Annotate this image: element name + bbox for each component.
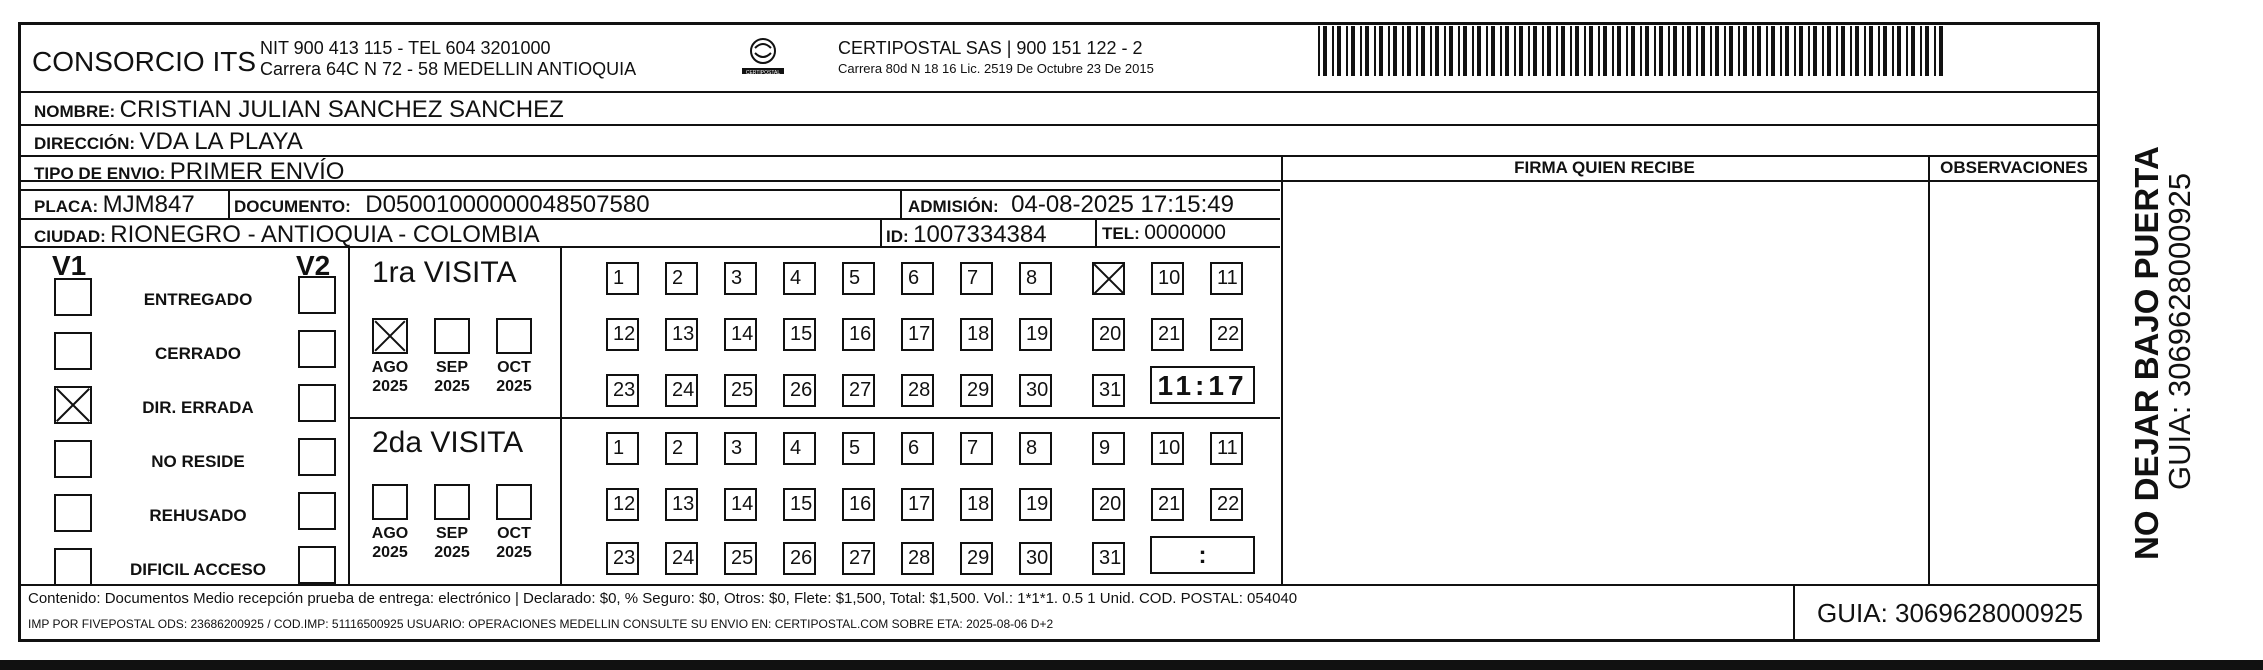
logo-caption: CERTIPOSTAL bbox=[745, 70, 781, 76]
barcode-bar bbox=[1547, 26, 1551, 76]
document-row bbox=[234, 191, 650, 219]
barcode-bar bbox=[1575, 26, 1579, 76]
barcode-bar bbox=[1813, 26, 1817, 76]
second-visit-day-14[interactable]: 14 bbox=[724, 488, 757, 521]
address-row bbox=[34, 128, 303, 156]
month-label bbox=[486, 358, 542, 396]
city-row bbox=[34, 221, 540, 249]
barcode-bar bbox=[1542, 26, 1544, 76]
second-visit-day-27[interactable]: 27 bbox=[842, 542, 875, 575]
barcode-bar bbox=[1500, 26, 1502, 76]
month-name: AGO bbox=[371, 525, 409, 542]
barcode-bar bbox=[1771, 26, 1775, 76]
plate-label: PLACA: bbox=[34, 197, 99, 216]
barcode-bar bbox=[1827, 26, 1831, 76]
first-visit-time-value: 11:17 bbox=[1157, 370, 1248, 401]
second-visit-day-23[interactable]: 23 bbox=[606, 542, 639, 575]
barcode-bar bbox=[1785, 26, 1789, 76]
first-visit-day-14[interactable]: 14 bbox=[724, 318, 757, 351]
second-visit-day-4[interactable]: 4 bbox=[783, 432, 816, 465]
first-visit-day-24[interactable]: 24 bbox=[665, 374, 698, 407]
first-visit-day-30[interactable]: 30 bbox=[1019, 374, 1052, 407]
barcode-bar bbox=[1477, 26, 1481, 76]
footer-guia-number: GUIA: 3069628000925 bbox=[1817, 598, 2083, 628]
second-visit-day-13[interactable]: 13 bbox=[665, 488, 698, 521]
second-visit-day-26[interactable]: 26 bbox=[783, 542, 816, 575]
barcode-bar bbox=[1892, 26, 1894, 76]
second-visit-day-6[interactable]: 6 bbox=[901, 432, 934, 465]
v2-checkbox-rehusado[interactable] bbox=[298, 492, 336, 530]
barcode-bar bbox=[1855, 26, 1859, 76]
month-name: SEP bbox=[435, 359, 468, 376]
document-value: D05001000000048507580 bbox=[365, 191, 650, 218]
barcode-bar bbox=[1416, 26, 1418, 76]
divider bbox=[18, 124, 2100, 126]
company-nit: NIT 900 413 115 - TEL 604 3201000 bbox=[260, 38, 551, 58]
month-year: 2025 bbox=[434, 378, 470, 395]
barcode-bar bbox=[1514, 26, 1516, 76]
barcode-bar bbox=[1561, 26, 1565, 76]
barcode-bar bbox=[1589, 26, 1593, 76]
first-visit-day-27[interactable]: 27 bbox=[842, 374, 875, 407]
second-visit-day-25[interactable]: 25 bbox=[724, 542, 757, 575]
month-year: 2025 bbox=[434, 544, 470, 561]
second-visit-time[interactable] bbox=[1150, 536, 1255, 574]
shipment-type-row bbox=[34, 158, 344, 186]
admission-row bbox=[908, 191, 1234, 219]
barcode-bar bbox=[1379, 26, 1383, 76]
v1-header: V1 bbox=[52, 250, 87, 281]
tel-label: TEL: bbox=[1102, 224, 1140, 243]
barcode-bar bbox=[1318, 26, 1320, 76]
first-visit-day-3[interactable]: 3 bbox=[724, 262, 757, 295]
second-visit-day-22[interactable]: 22 bbox=[1210, 488, 1243, 521]
barcode-bar bbox=[1458, 26, 1460, 76]
first-visit-month-oct[interactable] bbox=[496, 318, 532, 354]
barcode-bar bbox=[1729, 26, 1733, 76]
second-visit-day-28[interactable]: 28 bbox=[901, 542, 934, 575]
barcode-bar bbox=[1444, 26, 1446, 76]
id-row bbox=[886, 221, 1047, 249]
barcode-bar bbox=[1799, 26, 1803, 76]
barcode-bar bbox=[1869, 26, 1873, 76]
barcode-bar bbox=[1738, 26, 1740, 76]
second-visit-day-29[interactable]: 29 bbox=[960, 542, 993, 575]
divider bbox=[18, 155, 2100, 157]
first-visit-day-26[interactable]: 26 bbox=[783, 374, 816, 407]
address-value: VDA LA PLAYA bbox=[139, 128, 303, 155]
barcode-bar bbox=[1841, 26, 1845, 76]
barcode-bar bbox=[1435, 26, 1439, 76]
barcode-bar bbox=[1519, 26, 1523, 76]
barcode-bar bbox=[1505, 26, 1509, 76]
barcode-bar bbox=[1710, 26, 1712, 76]
second-visit-day-20[interactable]: 20 bbox=[1092, 488, 1125, 521]
barcode-bar bbox=[1682, 26, 1684, 76]
first-visit-day-8[interactable]: 8 bbox=[1019, 262, 1052, 295]
city-value: RIONEGRO - ANTIOQUIA - COLOMBIA bbox=[110, 221, 540, 248]
first-visit-month-sep[interactable] bbox=[434, 318, 470, 354]
month-name: OCT bbox=[497, 359, 531, 376]
v2-header: V2 bbox=[296, 250, 331, 281]
v2-checkbox-no-reside[interactable] bbox=[298, 438, 336, 476]
barcode-bar bbox=[1752, 26, 1754, 76]
first-visit-day-11[interactable]: 11 bbox=[1210, 262, 1243, 295]
v1-checkbox-rehusado[interactable] bbox=[54, 494, 92, 532]
divider bbox=[18, 91, 2100, 93]
second-visit-day-30[interactable]: 30 bbox=[1019, 542, 1052, 575]
barcode-bar bbox=[1696, 26, 1698, 76]
second-visit-time-value: : bbox=[1198, 542, 1207, 569]
barcode-bar bbox=[1463, 26, 1467, 76]
second-visit-day-10[interactable]: 10 bbox=[1151, 432, 1184, 465]
barcode-bar bbox=[1701, 26, 1705, 76]
divider bbox=[880, 218, 882, 246]
first-visit-day-6[interactable]: 6 bbox=[901, 262, 934, 295]
recipient-name: CRISTIAN JULIAN SANCHEZ SANCHEZ bbox=[119, 96, 564, 123]
month-name: AGO bbox=[371, 359, 409, 376]
barcode-bar bbox=[1332, 26, 1334, 76]
barcode-bar bbox=[1533, 26, 1537, 76]
divider bbox=[1928, 155, 1930, 584]
shipment-type-value: PRIMER ENVÍO bbox=[169, 158, 345, 185]
barcode-bar bbox=[1421, 26, 1425, 76]
barcode-bar bbox=[1430, 26, 1432, 76]
barcode-bar bbox=[1570, 26, 1572, 76]
barcode-bar bbox=[1402, 26, 1404, 76]
first-visit-day-1[interactable]: 1 bbox=[606, 262, 639, 295]
first-visit-day-7[interactable]: 7 bbox=[960, 262, 993, 295]
status-label: ENTREGADO bbox=[143, 290, 253, 309]
divider bbox=[1095, 218, 1097, 246]
second-visit-day-8[interactable]: 8 bbox=[1019, 432, 1052, 465]
v2-checkbox-dir-errada[interactable] bbox=[298, 384, 336, 422]
admission-label: ADMISIÓN: bbox=[908, 197, 999, 216]
barcode-bar bbox=[1449, 26, 1453, 76]
carrier-logo bbox=[738, 36, 788, 82]
barcode-bar bbox=[1911, 26, 1915, 76]
barcode-bar bbox=[1864, 26, 1866, 76]
month-name: OCT bbox=[497, 525, 531, 542]
second-visit-day-11[interactable]: 11 bbox=[1210, 432, 1243, 465]
barcode-bar bbox=[1491, 26, 1495, 76]
divider bbox=[18, 584, 2100, 586]
recipient-name-row bbox=[34, 96, 564, 124]
divider bbox=[348, 246, 350, 584]
first-visit-day-5[interactable]: 5 bbox=[842, 262, 875, 295]
v2-checkbox-cerrado[interactable] bbox=[298, 330, 336, 368]
company-name: CONSORCIO ITS bbox=[32, 46, 257, 77]
barcode-bar bbox=[1724, 26, 1726, 76]
status-label: DIFICIL ACCESO bbox=[129, 560, 266, 579]
carrier-license: Carrera 80d N 18 16 Lic. 2519 De Octubre 23 De 2015 bbox=[838, 61, 1154, 76]
recipient-name-label: NOMBRE: bbox=[34, 102, 116, 121]
first-visit-day-23[interactable]: 23 bbox=[606, 374, 639, 407]
month-name: SEP bbox=[435, 525, 468, 542]
barcode-bar bbox=[1715, 26, 1719, 76]
month-year: 2025 bbox=[496, 544, 532, 561]
divider bbox=[2098, 155, 2100, 584]
signature-header: FIRMA QUIEN RECIBE bbox=[1514, 158, 1695, 177]
plate-value: MJM847 bbox=[102, 191, 195, 218]
barcode-bar bbox=[1808, 26, 1810, 76]
print-info: IMP POR FIVEPOSTAL ODS: 23686200925 / COD.IMP: 51116500925 USUARIO: OPERACIONES MEDELLIN CONSULTE SU ENVIO EN: CERTIPOSTAL.COM SOBRE ETA: 2025-08-06 D+2 bbox=[28, 617, 1054, 631]
second-visit-day-24[interactable]: 24 bbox=[665, 542, 698, 575]
second-visit-day-5[interactable]: 5 bbox=[842, 432, 875, 465]
second-visit-day-16[interactable]: 16 bbox=[842, 488, 875, 521]
barcode-bar bbox=[1337, 26, 1341, 76]
do-not-leave-warning: NO DEJAR BAJO PUERTA bbox=[2128, 146, 2165, 560]
divider bbox=[1793, 584, 1795, 642]
barcode-bar bbox=[1668, 26, 1670, 76]
month-label bbox=[424, 358, 480, 396]
barcode-bar bbox=[1673, 26, 1677, 76]
side-guia-number: GUIA: 3069628000925 bbox=[2162, 172, 2197, 490]
barcode-bar bbox=[1925, 26, 1929, 76]
v1-checkbox-dir-errada[interactable] bbox=[54, 386, 92, 424]
first-visit-day-18[interactable]: 18 bbox=[960, 318, 993, 351]
barcode-bar bbox=[1836, 26, 1838, 76]
barcode-bar bbox=[1906, 26, 1908, 76]
second-visit-month-sep[interactable] bbox=[434, 484, 470, 520]
first-visit-day-31[interactable]: 31 bbox=[1092, 374, 1125, 407]
barcode-bar bbox=[1822, 26, 1824, 76]
month-year: 2025 bbox=[372, 544, 408, 561]
barcode-bar bbox=[1626, 26, 1628, 76]
barcode-bar bbox=[1528, 26, 1530, 76]
barcode-bar bbox=[1780, 26, 1782, 76]
v2-checkbox-dificil-acceso[interactable] bbox=[298, 546, 336, 584]
first-visit-day-25[interactable]: 25 bbox=[724, 374, 757, 407]
v1-checkbox-dificil-acceso[interactable] bbox=[54, 548, 92, 586]
month-label bbox=[424, 524, 480, 562]
second-visit-day-18[interactable]: 18 bbox=[960, 488, 993, 521]
barcode-bar bbox=[1393, 26, 1397, 76]
barcode-bar bbox=[1766, 26, 1768, 76]
barcode-bar bbox=[1486, 26, 1488, 76]
barcode bbox=[1318, 26, 1953, 76]
first-visit-day-28[interactable]: 28 bbox=[901, 374, 934, 407]
divider bbox=[900, 189, 902, 218]
barcode-bar bbox=[1346, 26, 1348, 76]
status-label: REHUSADO bbox=[149, 506, 247, 525]
first-visit-day-9[interactable] bbox=[1092, 262, 1125, 295]
id-value: 1007334384 bbox=[913, 221, 1047, 248]
first-visit-time[interactable] bbox=[1150, 366, 1255, 404]
barcode-bar bbox=[1659, 26, 1663, 76]
first-visit-day-17[interactable]: 17 bbox=[901, 318, 934, 351]
barcode-bar bbox=[1654, 26, 1656, 76]
barcode-bar bbox=[1584, 26, 1586, 76]
second-visit-day-15[interactable]: 15 bbox=[783, 488, 816, 521]
contents-summary: Contenido: Documentos Medio recepción prueba de entrega: electrónico | Declarado: $0, % Seguro: $0, Otros: $0, Flete: $1,500, Total: $1,500. Vol.: 1*1*1. 0.5 1 Unid. COD. POSTAL: 054040 bbox=[28, 590, 1298, 607]
barcode-bar bbox=[1897, 26, 1901, 76]
first-visit-day-20[interactable]: 20 bbox=[1092, 318, 1125, 351]
second-visit-day-2[interactable]: 2 bbox=[665, 432, 698, 465]
second-visit-day-1[interactable]: 1 bbox=[606, 432, 639, 465]
divider bbox=[348, 417, 1280, 419]
barcode-bar bbox=[1603, 26, 1607, 76]
status-label: NO RESIDE bbox=[151, 452, 245, 471]
barcode-bar bbox=[1757, 26, 1761, 76]
barcode-bar bbox=[1640, 26, 1642, 76]
v1-checkbox-no-reside[interactable] bbox=[54, 440, 92, 478]
document-label: DOCUMENTO: bbox=[234, 197, 351, 216]
first-visit-day-21[interactable]: 21 bbox=[1151, 318, 1184, 351]
first-visit-day-22[interactable]: 22 bbox=[1210, 318, 1243, 351]
barcode-bar bbox=[1939, 26, 1943, 76]
barcode-bar bbox=[1365, 26, 1369, 76]
city-label: CIUDAD: bbox=[34, 227, 106, 246]
company-address: Carrera 64C N 72 - 58 MEDELLIN ANTIOQUIA bbox=[260, 59, 637, 79]
shipment-type-label: TIPO DE ENVIO: bbox=[34, 164, 166, 183]
barcode-bar bbox=[1920, 26, 1922, 76]
second-visit-day-31[interactable]: 31 bbox=[1092, 542, 1125, 575]
month-label bbox=[486, 524, 542, 562]
month-year: 2025 bbox=[496, 378, 532, 395]
first-visit-day-29[interactable]: 29 bbox=[960, 374, 993, 407]
first-visit-day-13[interactable]: 13 bbox=[665, 318, 698, 351]
barcode-bar bbox=[1850, 26, 1852, 76]
month-label bbox=[362, 524, 418, 562]
barcode-bar bbox=[1645, 26, 1649, 76]
barcode-bar bbox=[1687, 26, 1691, 76]
page-edge bbox=[0, 660, 2263, 670]
first-visit-month-ago[interactable] bbox=[372, 318, 408, 354]
observations-header: OBSERVACIONES bbox=[1940, 158, 2088, 177]
tel-value: 0000000 bbox=[1144, 221, 1226, 244]
status-label: CERRADO bbox=[155, 344, 241, 363]
barcode-bar bbox=[1612, 26, 1614, 76]
admission-value: 04-08-2025 17:15:49 bbox=[1011, 191, 1234, 218]
first-visit-day-15[interactable]: 15 bbox=[783, 318, 816, 351]
first-visit-day-19[interactable]: 19 bbox=[1019, 318, 1052, 351]
id-label: ID: bbox=[886, 227, 909, 246]
second-visit-title: 2da VISITA bbox=[372, 426, 524, 459]
second-visit-month-ago[interactable] bbox=[372, 484, 408, 520]
first-visit-day-2[interactable]: 2 bbox=[665, 262, 698, 295]
barcode-bar bbox=[1374, 26, 1376, 76]
second-visit-month-oct[interactable] bbox=[496, 484, 532, 520]
second-visit-day-12[interactable]: 12 bbox=[606, 488, 639, 521]
divider bbox=[1281, 155, 1283, 584]
second-visit-day-9[interactable]: 9 bbox=[1092, 432, 1125, 465]
v2-checkbox-entregado[interactable] bbox=[298, 276, 336, 314]
barcode-bar bbox=[1323, 26, 1327, 76]
second-visit-day-17[interactable]: 17 bbox=[901, 488, 934, 521]
plate-row bbox=[34, 191, 195, 219]
barcode-bar bbox=[1883, 26, 1887, 76]
first-visit-title: 1ra VISITA bbox=[372, 256, 517, 289]
v1-checkbox-entregado[interactable] bbox=[54, 278, 92, 316]
barcode-bar bbox=[1794, 26, 1796, 76]
status-label: DIR. ERRADA bbox=[142, 398, 254, 417]
barcode-bar bbox=[1743, 26, 1747, 76]
barcode-bar bbox=[1556, 26, 1558, 76]
month-label bbox=[362, 358, 418, 396]
barcode-bar bbox=[1351, 26, 1355, 76]
carrier-name: CERTIPOSTAL SAS | 900 151 122 - 2 bbox=[838, 38, 1143, 58]
barcode-bar bbox=[1388, 26, 1390, 76]
second-visit-day-7[interactable]: 7 bbox=[960, 432, 993, 465]
first-visit-day-12[interactable]: 12 bbox=[606, 318, 639, 351]
first-visit-day-10[interactable]: 10 bbox=[1151, 262, 1184, 295]
divider bbox=[228, 189, 230, 218]
barcode-bar bbox=[1472, 26, 1474, 76]
barcode-bar bbox=[1598, 26, 1600, 76]
divider bbox=[560, 246, 562, 584]
barcode-bar bbox=[1617, 26, 1621, 76]
barcode-bar bbox=[1631, 26, 1635, 76]
v1-checkbox-cerrado[interactable] bbox=[54, 332, 92, 370]
second-visit-day-21[interactable]: 21 bbox=[1151, 488, 1184, 521]
second-visit-day-19[interactable]: 19 bbox=[1019, 488, 1052, 521]
barcode-bar bbox=[1407, 26, 1411, 76]
first-visit-day-4[interactable]: 4 bbox=[783, 262, 816, 295]
address-label: DIRECCIÓN: bbox=[34, 134, 136, 153]
barcode-bar bbox=[1934, 26, 1936, 76]
second-visit-day-3[interactable]: 3 bbox=[724, 432, 757, 465]
month-year: 2025 bbox=[372, 378, 408, 395]
tel-row bbox=[1102, 221, 1226, 245]
first-visit-day-16[interactable]: 16 bbox=[842, 318, 875, 351]
barcode-bar bbox=[1878, 26, 1880, 76]
barcode-bar bbox=[1360, 26, 1362, 76]
